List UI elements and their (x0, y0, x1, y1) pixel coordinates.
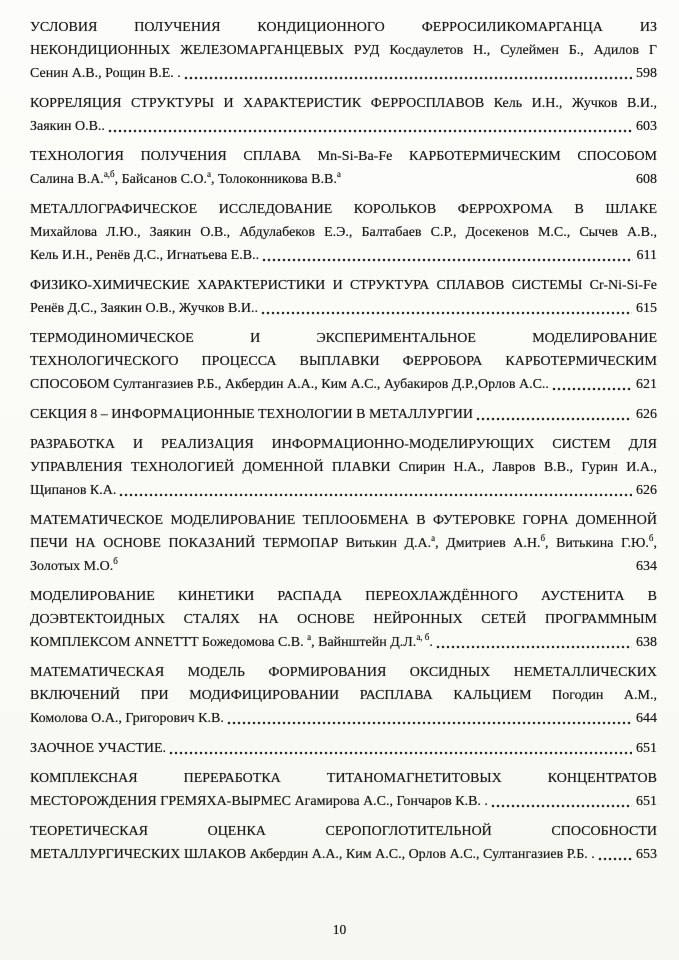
toc-entry-last-line (30, 707, 657, 730)
toc-page-number: 598 (636, 66, 657, 81)
toc-entry-last-line (30, 631, 657, 654)
affiliation-superscript: а (207, 169, 212, 179)
dot-leader (121, 555, 632, 578)
toc-entry (30, 767, 657, 813)
affiliation-superscript: б (540, 533, 546, 543)
toc-entry-last-line (30, 790, 657, 813)
toc-page-number: 626 (636, 407, 657, 422)
toc-line: ТЕОРЕТИЧЕСКАЯ ОЦЕНКА СЕРОПОГЛОТИТЕЛЬНОЙ СПОСОБНОСТИ (30, 824, 657, 839)
toc-entry-text: Заякин О.В.. (30, 119, 105, 134)
toc-entry-last-line (30, 843, 657, 866)
toc-entry-text: Щипанов К.А. (30, 483, 117, 498)
toc-line: ПЕЧИ НА ОСНОВЕ ПОКАЗАНИЙ ТЕРМОПАР Витькин Д.А.$^а$, Дмитриев А.Н.$^б$, Витькина Г.Ю.$^б$, (30, 533, 657, 551)
dot-leader (184, 62, 632, 85)
toc-line: КОРРЕЛЯЦИЯ СТРУКТУРЫ И ХАРАКТЕРИСТИК ФЕРРОСПЛАВОВ Кель И.Н., Жучков В.И., (30, 96, 657, 111)
toc-entry-text: СПОСОБОМ Султангазиев Р.Б., Акбердин А.А., Ким А.С., Аубакиров Д.Р.,Орлов А.С.. (30, 377, 549, 392)
toc-line: ТЕРМОДИНОМИЧЕСКОЕ И ЭКСПЕРИМЕНТАЛЬНОЕ МОДЕЛИРОВАНИЕ (30, 331, 657, 346)
dot-leader (119, 479, 632, 502)
toc-entry-text: МЕСТОРОЖДЕНИЯ ГРЕМЯХА-ВЫРМЕС Агамирова А.С., Гончаров К.В. . (30, 794, 488, 809)
dot-leader (476, 403, 632, 426)
dot-leader (491, 790, 632, 813)
affiliation-superscript: б (113, 556, 118, 566)
toc-entry-text: Золотых М.О.$^б$ (30, 556, 118, 574)
affiliation-superscript: а (307, 632, 312, 642)
toc-line: МАТЕМАТИЧЕСКАЯ МОДЕЛЬ ФОРМИРОВАНИЯ ОКСИДНЫХ НЕМЕТАЛЛИЧЕСКИХ (30, 665, 657, 680)
toc-entry (30, 433, 657, 502)
toc-entries (30, 16, 657, 866)
toc-page-number: 653 (636, 847, 657, 862)
toc-line: МАТЕМАТИЧЕСКОЕ МОДЕЛИРОВАНИЕ ТЕПЛООБМЕНА В ФУТЕРОВКЕ ГОРНА ДОМЕННОЙ (30, 513, 657, 528)
toc-line: КОМПЛЕКСНАЯ ПЕРЕРАБОТКА ТИТАНОМАГНЕТИТОВЫХ КОНЦЕНТРАТОВ (30, 771, 657, 786)
toc-page-number: 634 (636, 559, 657, 574)
toc-line: МОДЕЛИРОВАНИЕ КИНЕТИКИ РАСПАДА ПЕРЕОХЛАЖДЁННОГО АУСТЕНИТА В (30, 589, 657, 604)
dot-leader (598, 843, 632, 866)
toc-page-number: 651 (636, 741, 657, 756)
toc-entry-text: СЕКЦИЯ 8 – ИНФОРМАЦИОННЫЕ ТЕХНОЛОГИИ В МЕТАЛЛУРГИИ (30, 407, 473, 422)
toc-entry-text: МЕТАЛЛУРГИЧЕСКИХ ШЛАКОВ Акбердин А.А., Ким А.С., Орлов А.С., Султангазиев Р.Б. . (30, 847, 595, 862)
toc-entry-text: Кель И.Н., Ренёв Д.С., Игнатьева Е.В.. (30, 248, 260, 263)
toc-entry-last-line (30, 168, 657, 191)
toc-page-number: 626 (636, 483, 657, 498)
toc-line: РАЗРАБОТКА И РЕАЛИЗАЦИЯ ИНФОРМАЦИОННО-МОДЕЛИРУЮЩИХ СИСТЕМ ДЛЯ (30, 437, 657, 452)
toc-line: УСЛОВИЯ ПОЛУЧЕНИЯ КОНДИЦИОННОГО ФЕРРОСИЛИКОМАРГАНЦА ИЗ (30, 20, 657, 35)
toc-entry (30, 145, 657, 191)
toc-page-number: 603 (636, 119, 657, 134)
toc-entry (30, 327, 657, 396)
affiliation-superscript: а (336, 169, 341, 179)
toc-page-number: 638 (636, 635, 657, 650)
toc-page-number: 621 (636, 377, 657, 392)
affiliation-superscript: а, б (416, 632, 430, 642)
toc-entry-text: Комолова О.А., Григорович К.В. (30, 711, 224, 726)
toc-entry-last-line (30, 115, 657, 138)
toc-page-number: 611 (636, 248, 657, 263)
toc-entry (30, 509, 657, 578)
toc-entry-last-line (30, 373, 657, 396)
toc-entry-last-line (30, 737, 657, 760)
toc-entry (30, 92, 657, 138)
affiliation-superscript: а (431, 533, 436, 543)
toc-entry-last-line (30, 479, 657, 502)
dot-leader (108, 115, 632, 138)
toc-entry (30, 737, 657, 760)
toc-line: ТЕХНОЛОГИЯ ПОЛУЧЕНИЯ СПЛАВА Mn-Si-Ba-Fe КАРБОТЕРМИЧЕСКИМ СПОСОБОМ (30, 149, 657, 164)
toc-entry (30, 661, 657, 730)
toc-entry-text: Салина В.А.$^{а,б}$, Байсанов С.О.$^а$, Толоконникова В.В.$^а$ (30, 169, 341, 187)
dot-leader (344, 168, 632, 191)
toc-entry-text: ЗАОЧНОЕ УЧАСТИЕ. (30, 741, 167, 756)
page-number-footer: 10 (332, 922, 347, 937)
dot-leader (436, 631, 632, 654)
toc-entry-text: Сенин А.В., Рощин В.Е. . (30, 66, 181, 81)
toc-entry-text: КОМПЛЕКСОМ ANNETTT Божедомова С.В. $^а$, Вайнштейн Д.Л.$^{а, б}$. (30, 632, 433, 650)
toc-entry (30, 16, 657, 85)
toc-line: ДОЭВТЕКТОИДНЫХ СТАЛЯХ НА ОСНОВЕ НЕЙРОННЫХ СЕТЕЙ ПРОГРАММНЫМ (30, 612, 657, 627)
toc-page-number: 608 (636, 172, 657, 187)
toc-entry-text: Ренёв Д.С., Заякин О.В., Жучков В.И.. (30, 301, 258, 316)
toc-entry (30, 403, 657, 426)
toc-line: УПРАВЛЕНИЯ ТЕХНОЛОГИЕЙ ДОМЕННОЙ ПЛАВКИ Спирин Н.А., Лавров В.В., Гурин И.А., (30, 460, 657, 475)
dot-leader (261, 297, 632, 320)
toc-line: МЕТАЛЛОГРАФИЧЕСКОЕ ИССЛЕДОВАНИЕ КОРОЛЬКОВ ФЕРРОХРОМА В ШЛАКЕ (30, 202, 657, 217)
toc-line: ВКЛЮЧЕНИЙ ПРИ МОДИФИЦИРОВАНИИ РАСПЛАВА КАЛЬЦИЕМ Погодин А.М., (30, 688, 657, 703)
dot-leader (169, 737, 632, 760)
toc-entry (30, 198, 657, 267)
toc-page-number: 651 (636, 794, 657, 809)
dot-leader (262, 244, 632, 267)
affiliation-superscript: а,б (103, 169, 115, 179)
toc-entry-last-line (30, 244, 657, 267)
toc-page-number: 644 (636, 711, 657, 726)
toc-entry-last-line (30, 555, 657, 578)
dot-leader (227, 707, 632, 730)
dot-leader (552, 373, 632, 396)
affiliation-superscript: б (648, 533, 654, 543)
toc-entry (30, 585, 657, 654)
toc-entry-last-line (30, 297, 657, 320)
toc-entry-last-line (30, 62, 657, 85)
toc-line: ТЕХНОЛОГИЧЕСКОГО ПРОЦЕССА ВЫПЛАВКИ ФЕРРОБОРА КАРБОТЕРМИЧЕСКИМ (30, 354, 657, 369)
toc-entry (30, 820, 657, 866)
toc-line: ФИЗИКО-ХИМИЧЕСКИЕ ХАРАКТЕРИСТИКИ И СТРУКТУРА СПЛАВОВ СИСТЕМЫ Cr-Ni-Si-Fe (30, 278, 657, 293)
toc-page-number: 615 (636, 301, 657, 316)
toc-entry (30, 274, 657, 320)
toc-line: Михайлова Л.Ю., Заякин О.В., Абдулабеков Е.Э., Балтабаев С.Р., Досекенов М.С., Сычев А.В., (30, 225, 657, 240)
toc-line: НЕКОНДИЦИОННЫХ ЖЕЛЕЗОМАРГАНЦЕВЫХ РУД Косдаулетов Н., Сулеймен Б., Адилов Г (30, 43, 657, 58)
toc-entry-last-line (30, 403, 657, 426)
